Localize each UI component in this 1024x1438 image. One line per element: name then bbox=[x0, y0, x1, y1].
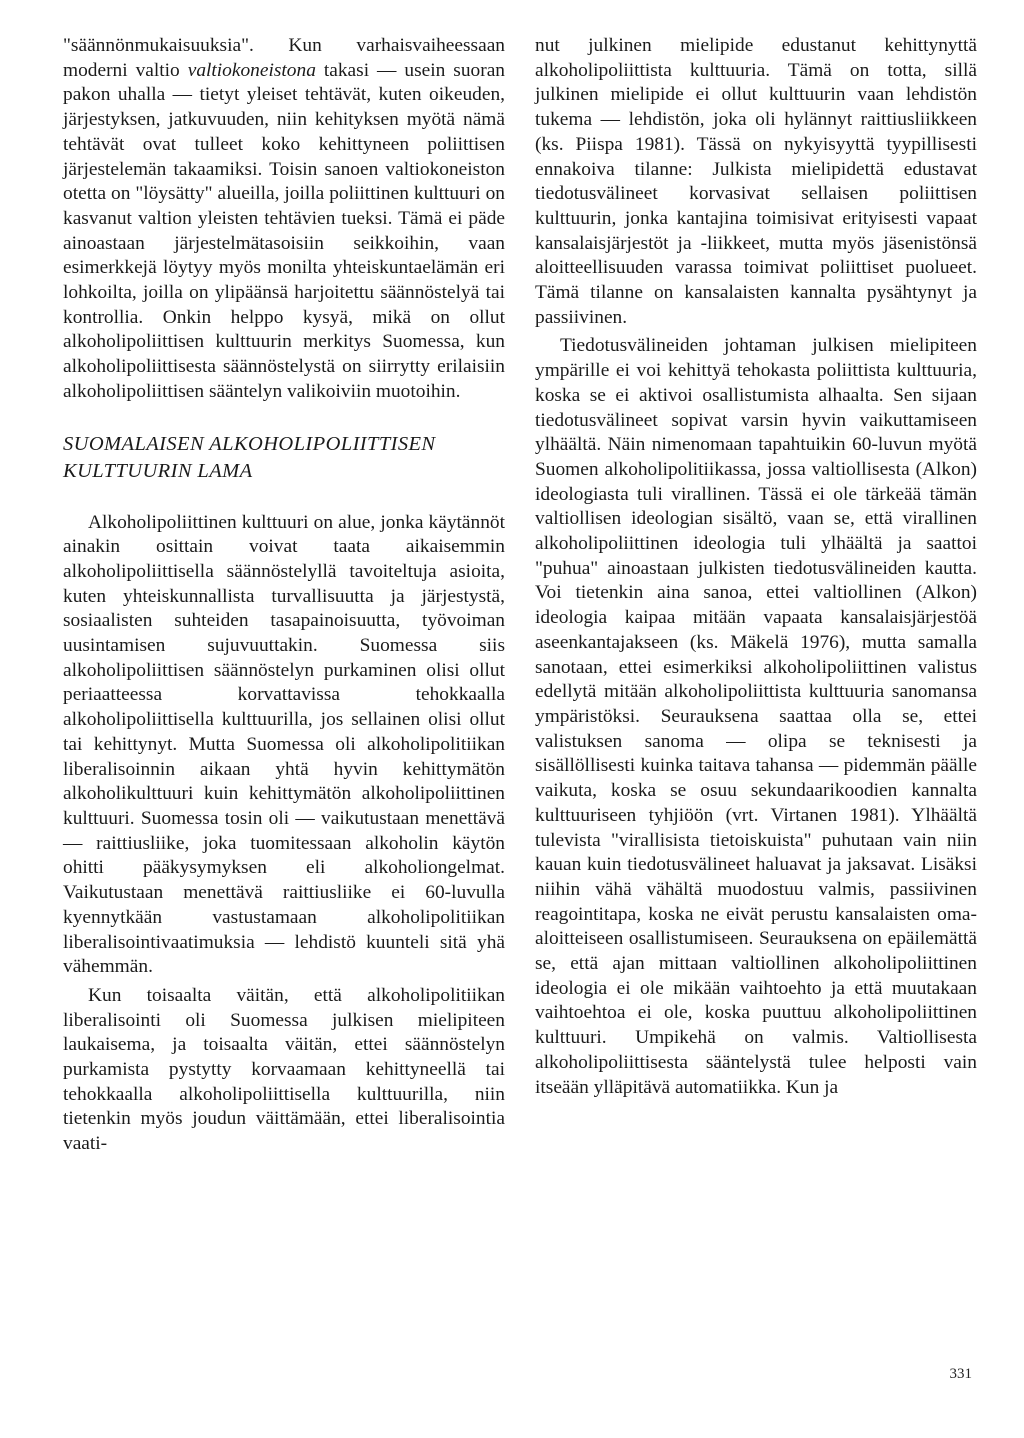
paragraph: Alkoholipoliittinen kulttuuri on alue, jonka käytännöt ainakin osittain voivat taata aikaisemmin alkoholipoliittisella säännöstelyllä tavoiteltuja asioita, kuten yhteiskunnallista turvallisuutta ja järjestystä, sosiaalisten suhteiden tasapainoisuutta, työvoiman uusintamisen sujuvuuttakin. Suomessa siis alkoholipoliittisen säännöstelyn purkaminen olisi ollut periaatteessa korvattavissa tehokkaalla alkoholipoliittisella kulttuurilla, jos sellainen olisi ollut tai kehittynyt. Mutta Suomessa oli alkoholipolitiikan liberalisoinnin aikaan yhtä hyvin kehittymätön alkoholikulttuuri kuin kehittymätön alkoholipoliittinen kulttuuri. Suomessa tosin oli — vaikutustaan menettävä — raittiusliike, joka tuomitessaan alkoholin käytön ohitti pääkysymyksen eli alkoholiongelmat. Vaikutustaan menettävä raittiusliike ei 60-luvulla kyennytkään vastustamaan alkoholipolitiikan liberalisointivaatimuksia — lehdistö kuunteli sitä yhä vähemmän. bbox=[63, 511, 505, 978]
left-column bbox=[63, 34, 505, 1157]
paragraph: Tiedotusvälineiden johtaman julkisen mielipiteen ympärille ei voi kehittyä tehokasta poliittista kulttuuria, koska se ei aktivoi osallistumista alhaalta. Sen sijaan tiedotusvälineet sopivat varsin hyvin vaikuttamiseen ylhäältä. Näin nimenomaan tapahtuikin 60-luvun myötä Suomen alkoholipolitiikassa, jossa valtiollisesta (Alkon) ideologiasta tuli virallinen. Tässä ei ole tärkeää tämän valtiollisen ideologian sisältö, vaan se, että virallinen alkoholipoliittinen ideologia tuli ylhäältä ja saattoi "puhua" ainoastaan julkisten tiedotusvälineiden kautta. Voi tietenkin aina sanoa, ettei valtiollinen (Alkon) ideologia kaipaa mitään vapaata kansalaisjärjestöä aseenkantajakseen (ks. Mäkelä 1976), mutta samalla sanotaan, ettei esimerkiksi alkoholipoliittinen valistus edellytä mitään alkoholipoliittista kulttuuria sanomansa ympäristöksi. Seurauksena saattaa olla se, ettei valistuksen sanoma — olipa se teknisesti ja sisällöllisesti kuinka taitava tahansa — pidemmän päälle vaikuta, koska se osuu sekundaarikoodien kannalta kulttuuriseen tyhjiöön (vrt. Virtanen 1981). Ylhäältä tulevista "virallisista tietoiskuista" puhutaan vain niin kauan kuin tiedotusvälineet haluavat ja jaksavat. Lisäksi niihin vähä vähältä muodostuu valmis, passiivinen reagointitapa, koska ne eivät perustu kansalaisten oma-aloitteiseen osallistumiseen. Seurauksena on epäilemättä se, että ajan mittaan valtiollinen alkoholipoliittinen ideologia ei ole mikään vaihtoehto ja että muutakaan vaihtoehtoa ei ole, koska puuttuu alkoholipoliittinen kulttuuri. Umpikehä on valmis. Valtiollisesta alkoholipoliittisesta sääntelystä tulee helposti vain itseään ylläpitävä automatiikka. Kun ja bbox=[535, 335, 977, 1098]
page-number: 331 bbox=[949, 1366, 972, 1382]
section-heading: SUOMALAISEN ALKOHOLIPOLIITTISEN KULTTUURIN LAMA bbox=[63, 432, 436, 482]
paragraph: Kun toisaalta väitän, että alkoholipolitiikan liberalisointi oli Suomessa julkisen mielipiteen laukaisema, ja toisaalta väitän, ettei säännöstelyn purkamista pystytty korvaamaan kehittyneellä tai tehokkaalla alkoholipoliittisella kulttuurilla, niin tietenkin myös joudun väittämään, ettei liberalisointia vaati- bbox=[63, 984, 505, 1155]
right-column bbox=[535, 34, 977, 1100]
italic-term: valtiokoneistona bbox=[187, 59, 316, 81]
paragraph-continued bbox=[63, 34, 505, 405]
paragraph-continued: nut julkinen mielipide edustanut kehittynyttä alkoholipoliittista kulttuuria. Tämä on totta, sillä julkinen mielipide ei ollut kulttuurin vaan lehdistön tukema — lehdistön, joka oli hylännyt raittiusliikkeen (ks. Piispa 1981). Tässä on nykyisyyttä tyypillisesti ennakoiva tilanne: Julkista mielipidettä edustavat tiedotusvälineet korvasivat sellaisen poliittisen kulttuurin, jonka kantajina toimisivat erityisesti vapaat kansalaisjärjestöt ja -liikkeet, mutta myös jäsenistönsä aloitteellisuuden varassa toimivat poliittiset puolueet. Tämä tilanne on kansalaisten kannalta pysähtynyt ja passiivinen. bbox=[535, 35, 977, 328]
paragraph-text-part-2: takasi — usein suoran pakon uhalla — tietyt yleiset tehtävät, kuten oikeuden, järjestyksen, jatkuvuuden, niin kehityksen myötä nämä tehtävät ovat tulleet koko kehittyneen poliittisen järjestelemän takaamiksi. Toisin sanoen valtiokoneiston otetta on "löysätty" alueilla, joilla poliittinen kulttuuri on kasvanut valtion yleisten tehtävien tueksi. Tämä ei päde ainoastaan järjestelmätasoisiin seikkoihin, vaan esimerkkejä löytyy myös monilta yhteiskuntaelämän eri lohkoilta, joilla on ylipäänsä harjoitettu säännöstelyä tai kontrollia. Onkin helppo kysyä, mikä on ollut alkoholipoliittisen kulttuurin merkitys Suomessa, kun alkoholipoliittisesta säännöstelystä on siirrytty erilaisiin alkoholipoliittisen sääntelyn valikoiviin muotoihin. bbox=[63, 59, 505, 402]
paragraph-text-part-1: "säännönmukaisuuksia". Kun varhaisvaiheessaan moderni valtio bbox=[63, 35, 505, 81]
